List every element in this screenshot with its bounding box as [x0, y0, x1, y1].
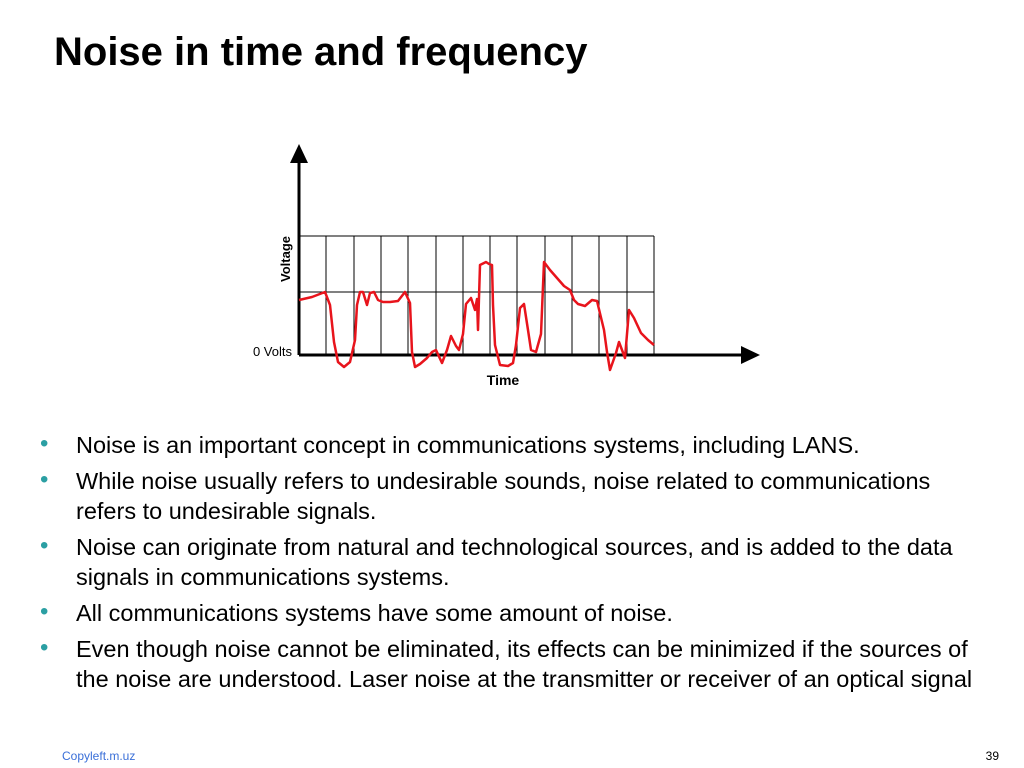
bullet-item — [40, 430, 980, 460]
bullet-item — [40, 466, 980, 526]
x-axis-label: Time — [486, 372, 520, 388]
bullet-marker-icon: • — [40, 532, 49, 559]
bullet-item — [40, 634, 980, 694]
page-number: 39 — [985, 749, 999, 763]
bullet-marker-icon: • — [40, 430, 49, 457]
bullet-text: All communications systems have some amount of noise. — [76, 600, 673, 626]
bullet-item — [40, 532, 980, 592]
bullet-text: Noise can originate from natural and technological sources, and is added to the data signals in communications systems. — [76, 534, 953, 590]
bullet-item — [40, 598, 980, 628]
slide-title: Noise in time and frequency — [54, 30, 588, 74]
bullet-marker-icon: • — [40, 634, 49, 661]
bullet-text: Even though noise cannot be eliminated, its effects can be minimized if the sources of the noise are understood. Laser noise at the transmitter or receiver of an optical signal — [76, 636, 973, 692]
bullet-marker-icon: • — [40, 466, 49, 493]
bullet-marker-icon: • — [40, 598, 49, 625]
y-axis-arrowhead — [290, 144, 308, 163]
bullet-list — [40, 430, 980, 700]
zero-volts-label: 0 Volts — [252, 344, 292, 359]
x-axis-arrowhead — [741, 346, 760, 364]
y-axis-label: Voltage — [278, 236, 293, 282]
footer-copyright: Copyleft.m.uz — [62, 749, 136, 763]
bullet-text: While noise usually refers to undesirable sounds, noise related to communications refers to undesirable signals. — [76, 468, 931, 524]
bullet-text: Noise is an important concept in communications systems, including LANS. — [76, 432, 860, 458]
waveform-grid — [299, 236, 654, 355]
